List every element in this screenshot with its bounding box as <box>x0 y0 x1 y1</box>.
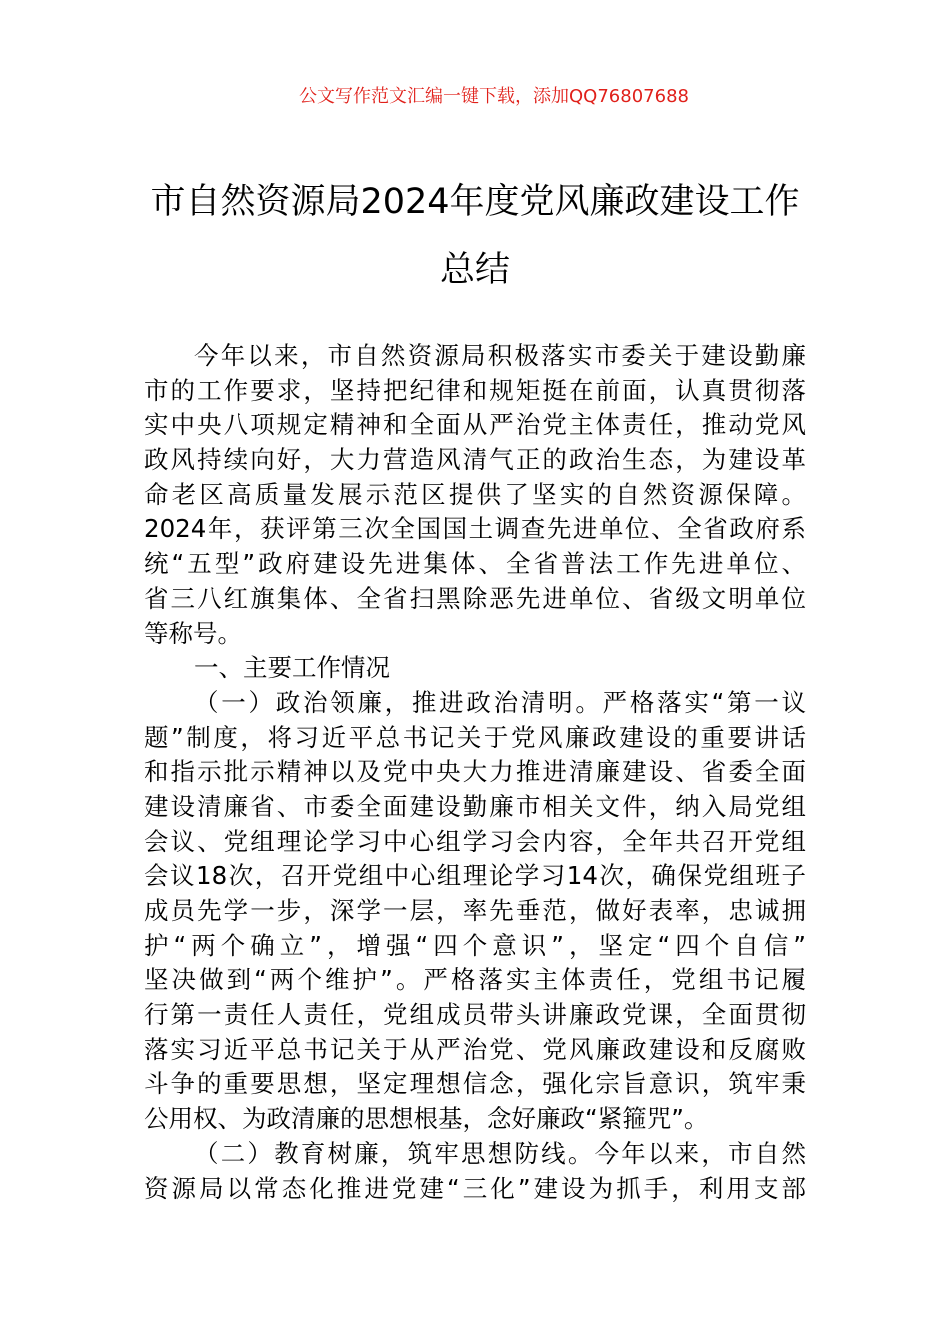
text-line: 一、主要工作情况 <box>194 653 390 683</box>
text-line: （二）教育树廉，筑牢思想防线。今年以来，市自然 <box>194 1138 806 1168</box>
document-title-line-2: 总结 <box>439 250 510 290</box>
text-line: 省三八红旗集体、全省扫黑除恶先进单位、省级文明单位 <box>144 583 806 613</box>
text-line: 实中央八项规定精神和全面从严治党主体责任，推动党风 <box>144 410 806 440</box>
paragraph <box>144 339 806 651</box>
text-line: 统“五型”政府建设先进集体、全省普法工作先进单位、 <box>144 549 806 579</box>
text-line: 护“两个确立”，增强“四个意识”，坚定“四个自信” <box>144 930 806 960</box>
text-line: 坚决做到“两个维护”。严格落实主体责任，党组书记履 <box>144 965 806 995</box>
text-line: 和指示批示精神以及党中央大力推进清廉建设、省委全面 <box>144 757 806 787</box>
text-line: 斗争的重要思想，坚定理想信念，强化宗旨意识，筑牢秉 <box>144 1069 806 1099</box>
document-body <box>144 339 806 1206</box>
text-line: 今年以来，市自然资源局积极落实市委关于建设勤廉 <box>194 341 806 370</box>
text-line: 建设清廉省、市委全面建设勤廉市相关文件，纳入局党组 <box>144 791 806 821</box>
text-line: 2024年，获评第三次全国国土调查先进单位、全省政府系 <box>144 514 806 544</box>
text-line: 等称号。 <box>144 618 242 648</box>
text-line: 成员先学一步，深学一层，率先垂范，做好表率，忠诚拥 <box>144 896 806 925</box>
text-line: 行第一责任人责任，党组成员带头讲廉政党课，全面贯彻 <box>144 1000 806 1030</box>
text-line: 市的工作要求，坚持把纪律和规矩挺在前面，认真贯彻落 <box>144 375 806 405</box>
watermark-header: 公文写作范文汇编一键下载，添加QQ76807688 <box>299 86 689 107</box>
text-line: 题”制度，将习近平总书记关于党风廉政建设的重要讲话 <box>144 722 806 752</box>
text-line: 命老区高质量发展示范区提供了坚实的自然资源保障。 <box>144 479 806 509</box>
text-line: 公用权、为政清廉的思想根基，念好廉政“紧箍咒”。 <box>144 1104 709 1134</box>
text-line: 会议18次，召开党组中心组理论学习14次，确保党组班子 <box>144 861 806 891</box>
text-line: 落实习近平总书记关于从严治党、党风廉政建设和反腐败 <box>144 1034 806 1064</box>
paragraph <box>144 1137 806 1206</box>
text-line: （一）政治领廉，推进政治清明。严格落实“第一议 <box>194 687 806 717</box>
document-title-line-1: 市自然资源局2024年度党风廉政建设工作 <box>150 182 800 222</box>
text-line: 会议、党组理论学习中心组学习会内容，全年共召开党组 <box>144 826 806 856</box>
text-line: 资源局以常态化推进党建“三化”建设为抓手，利用支部 <box>144 1173 806 1203</box>
paragraph <box>144 686 806 1137</box>
paragraph <box>144 651 806 686</box>
text-line: 政风持续向好，大力营造风清气正的政治生态，为建设革 <box>144 445 806 475</box>
